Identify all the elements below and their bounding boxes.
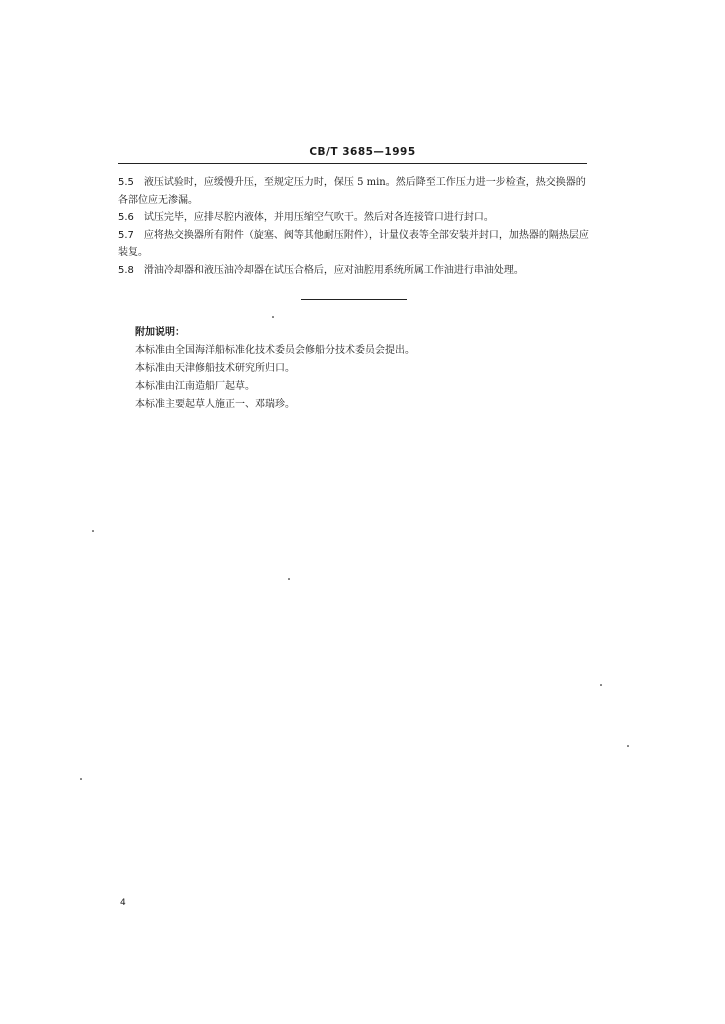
note-line: 本标准主要起草人施正一、邓瑞珍。: [135, 399, 295, 410]
page-number: 4: [120, 898, 126, 908]
scan-speck: [92, 530, 94, 532]
scan-speck: [288, 578, 290, 580]
clause-number: 5.8: [118, 264, 134, 276]
clause-5-5: [118, 174, 592, 209]
clause-text: 试压完毕，应排尽腔内液体，并用压缩空气吹干。然后对各连接管口进行封口。: [143, 212, 494, 223]
scan-speck: [272, 316, 274, 318]
clause-text: 液压试验时，应缓慢升压，至规定压力时，保压 5 min。然后降至工作压力进一步检查，热交换器的各部位应无渗漏。: [118, 177, 586, 206]
scan-speck: [80, 778, 82, 780]
note-line: 本标准由全国海洋船标准化技术委员会修船分技术委员会提出。: [135, 345, 415, 356]
notes-title: 附加说明：: [135, 327, 185, 338]
clause-5-6: [118, 209, 592, 227]
clause-number: 5.5: [118, 177, 134, 188]
clause-number: 5.6: [118, 212, 134, 223]
clause-text: 应将热交换器所有附件（旋塞、阀等其他耐压附件），计量仪表等全部安装并封口，加热器的隔热层应装复。: [118, 229, 589, 258]
additional-notes: [135, 324, 595, 414]
clause-number: 5.7: [118, 229, 134, 241]
note-line: 本标准由江南造船厂起草。: [135, 381, 255, 392]
clause-5-7: [118, 227, 592, 262]
header-rule: [118, 163, 587, 164]
end-of-text-rule: [301, 299, 407, 300]
standard-code-header: CB/T 3685—1995: [309, 146, 416, 158]
scan-speck: [600, 684, 602, 686]
clause-5-8: [118, 262, 592, 280]
clause-list: [118, 174, 592, 279]
scan-speck: [627, 745, 629, 747]
note-line: 本标准由天津修船技术研究所归口。: [135, 363, 295, 374]
clause-text: 滑油冷却器和液压油冷却器在试压合格后，应对油腔用系统所属工作油进行串油处理。: [143, 264, 524, 276]
